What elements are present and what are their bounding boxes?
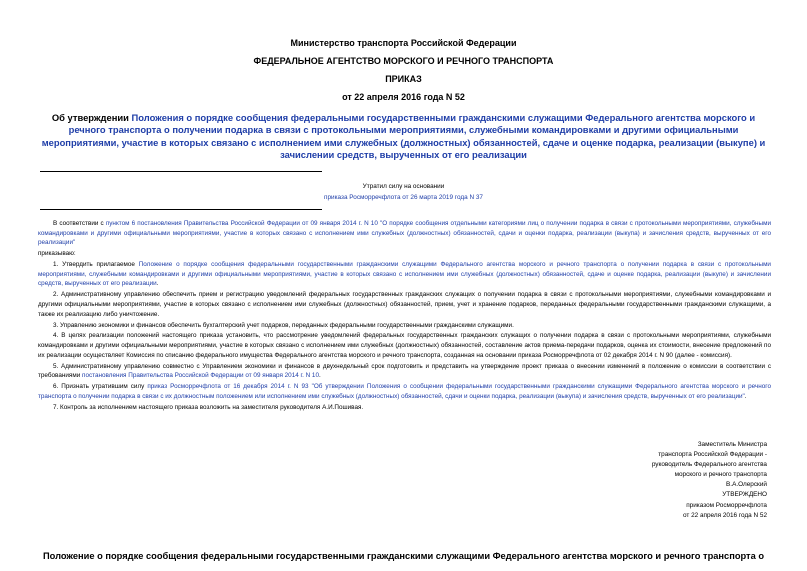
signatory-name: В.А.Олерский bbox=[726, 481, 767, 489]
paragraph-6-text: 6. Признать утратившим силу bbox=[53, 383, 148, 391]
approval-stamp: УТВЕРЖДЕНО bbox=[722, 491, 767, 499]
regulation-link[interactable]: Положение о порядке сообщения федеральными государственными гражданскими служащими Федерального агентства морского и речного транспорта о получении подарка в связи с протокольными мероприятиями, служебными командировками и другими официальными мероприятиями, участие в которых связано с исполнением ими служебных (должностных) обязанностей, сдаче и оценке подарка, реализации (выкупе) и зачислении средств, вырученных от его реализации bbox=[38, 261, 771, 288]
paragraph-6 bbox=[38, 382, 771, 401]
paragraph-preamble bbox=[38, 219, 771, 248]
order-body bbox=[38, 219, 771, 414]
paragraph-7: 7. Контроль за исполнением настоящего приказа возложить на заместителя руководителя А.И.Пошивая. bbox=[53, 403, 364, 411]
preamble-decree-link[interactable]: пунктом 6 постановления Правительства Российской Федерации от 09 января 2014 г. N 10 "О порядке сообщения отдельными категориями лиц о получении подарка в связи с протокольными мероприятиями, служебными командировками и другими официальными мероприятиями, участие в которых связано с исполнением ими служебных (должностных) обязанностей, сдачи и оценки подарка, реализации (выкупа) и зачисления средств, вырученных от его реализации" bbox=[38, 220, 771, 247]
paragraph-5-text: 5. Административному управлению совместно с Управлением экономики и финансов в двухнедельный срок подготовить и представить на утверждение проект приказа о внесении изменений в положение о комиссии в соответствии с требованиями bbox=[38, 362, 771, 380]
signature-line: руководитель Федерального агентства bbox=[651, 461, 767, 469]
top-divider bbox=[40, 171, 322, 172]
paragraph-6-tail: . bbox=[744, 392, 747, 400]
signature-block bbox=[567, 440, 767, 521]
signature-line: транспорта Российской Федерации - bbox=[658, 451, 767, 459]
ministry-heading: Министерство транспорта Российской Федерации bbox=[290, 38, 517, 48]
lost-force-note: Утратил силу на основании bbox=[362, 183, 445, 190]
paragraph-1 bbox=[38, 260, 771, 289]
decree-link[interactable]: постановления Правительства Российской Федерации от 09 января 2014 г. N 10 bbox=[82, 372, 319, 380]
approval-line: от 22 апреля 2016 года N 52 bbox=[682, 511, 767, 519]
preamble-text: В соответствии с bbox=[53, 220, 106, 227]
paragraph-5-tail: . bbox=[319, 372, 321, 380]
paragraph-3: 3. Управлению экономики и финансов обеспечить бухгалтерский учет подарков, переданных федеральными государственными гражданскими служащими. bbox=[53, 321, 514, 329]
title-regulation-link[interactable]: Положения о порядке сообщения федеральными государственными гражданскими служащими Федерального агентства морского и речного транспорта о получении подарка в связи с протокольными мероприятиями, служебными командировками и другими официальными мероприятиями, участие в которых связано с исполнением ими служебных (должностных) обязанностей, сдаче и оценке подарка, реализации (выкупе) и зачислении средств, вырученных от его реализации bbox=[41, 112, 766, 161]
paragraph-order: приказываю: bbox=[38, 250, 76, 258]
signature-line: морского и речного транспорта bbox=[674, 471, 767, 479]
order-date-number: от 22 апреля 2016 года N 52 bbox=[342, 92, 465, 102]
agency-heading: ФЕДЕРАЛЬНОЕ АГЕНТСТВО МОРСКОГО И РЕЧНОГО ТРАНСПОРТА bbox=[253, 56, 554, 66]
order-title bbox=[36, 112, 771, 162]
bottom-divider bbox=[40, 209, 322, 210]
paragraph-5 bbox=[38, 362, 771, 381]
paragraph-1-text: 1. Утвердить прилагаемое bbox=[53, 261, 139, 269]
paragraph-1-tail: . bbox=[156, 280, 159, 288]
repealed-order-link[interactable]: приказ Росморречфлота от 16 декабря 2014 г. N 93 "Об утверждении Положения о сообщении федеральными государственными гражданскими служащими Федерального агентства морского и речного транспорта о получении подарка в связи с их должностным положением или исполнением ими служебных (должностных) обязанностей, сдачи и оценки подарка, реализации (выкупа) и зачисления средств, вырученных от его реализации" bbox=[38, 383, 771, 400]
regulation-heading: Положение о порядке сообщения федеральными государственными гражданскими служащими Федерального агентства морского и речного транспорта о bbox=[42, 551, 765, 561]
signature-line: Заместитель Министра bbox=[697, 441, 767, 448]
paragraph-4: 4. В целях реализации положений настоящего приказа установить, что рассмотрение уведомлений федеральных государственных гражданских служащих о получении подарка в связи с протокольными мероприятиями, служебными командировками и другими официальными мероприятиями, участие в которых связано с исполнением ими служебных (должностных) обязанностей, составление актов приема-передачи подарков, оценка их стоимости, внесение предложений по их реализации осуществляет Комиссия по списанию федерального имущества Федерального агентства морского и речного транспорта, созданная на основании приказа Росморречфлота от 02 декабря 2014 г. N 90 (далее - комиссия). bbox=[38, 332, 771, 359]
doc-type-heading: ПРИКАЗ bbox=[385, 74, 422, 84]
paragraph-2: 2. Административному управлению обеспечить прием и регистрацию уведомлений федеральных государственных гражданских служащих о получении подарка в связи с протокольными мероприятиями, служебными командировками и другими официальными мероприятиями, участие в которых связано с исполнением ими служебных (должностных) обязанностей, прием, учет и хранение подарков, переданных федеральными государственными гражданскими служащими, а также их реализацию либо уничтожение. bbox=[38, 291, 771, 318]
title-prefix: Об утверждении bbox=[51, 112, 132, 123]
lost-force-link[interactable]: приказа Росморречфлота от 26 марта 2019 года N 37 bbox=[324, 194, 483, 201]
approval-line: приказом Росморречфлота bbox=[686, 501, 767, 509]
